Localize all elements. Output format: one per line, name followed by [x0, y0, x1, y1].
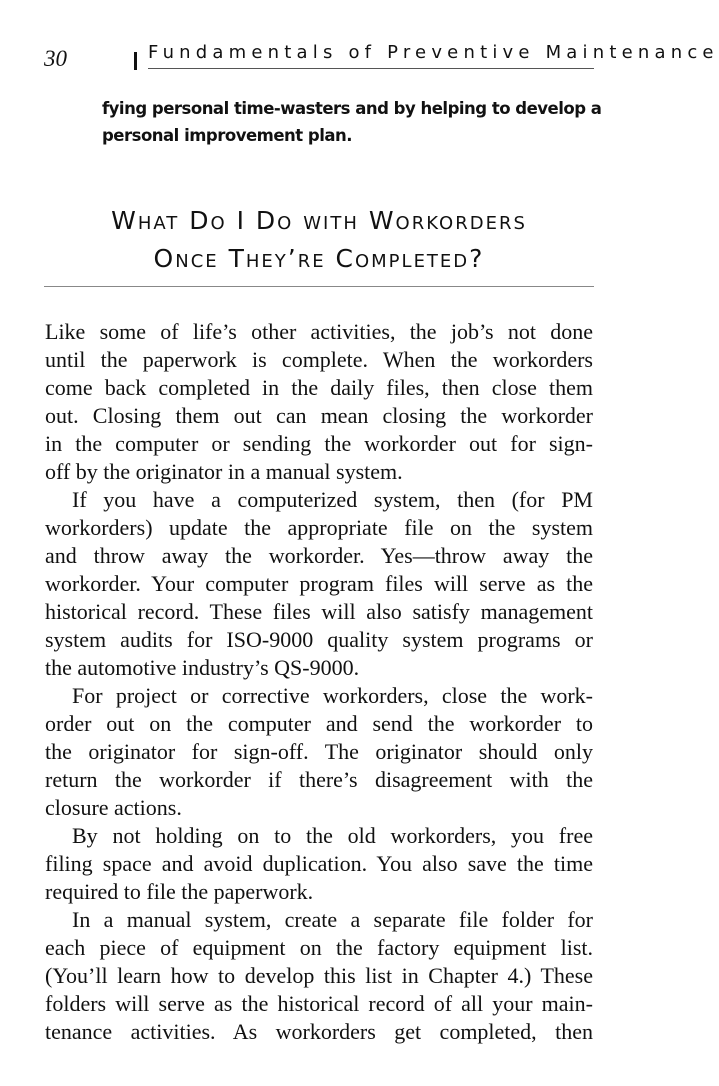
text-line: required to file the paperwork. [45, 879, 314, 904]
text-line: In a manual system, create a separate file folder for [72, 907, 593, 932]
section-heading-line: Once They’re Completed? [153, 244, 485, 273]
text-line: the originator for sign-off. The originator should only [45, 739, 593, 764]
text-line: (You’ll learn how to develop this list in Chapter 4.) These [45, 963, 593, 988]
text-line: For project or corrective workorders, close the work- [72, 683, 593, 708]
text-line: order out on the computer and send the workorder to [45, 711, 593, 736]
text-line: workorders) update the appropriate file on the system [45, 515, 593, 540]
paragraph [45, 906, 593, 1046]
paragraph [45, 822, 593, 906]
text-line: If you have a computerized system, then (for PM [72, 487, 593, 512]
text-line: closure actions. [45, 795, 182, 820]
paragraph [45, 486, 593, 682]
text-line: filing space and avoid duplication. You also save the time [45, 851, 593, 876]
text-line: tenance activities. As workorders get completed, then [45, 1019, 593, 1044]
text-line: off by the originator in a manual system. [45, 459, 403, 484]
text-line: and throw away the workorder. Yes—throw away the [45, 543, 593, 568]
text-line: out. Closing them out can mean closing the workorder [45, 403, 593, 428]
text-line: come back completed in the daily files, then close them [45, 375, 593, 400]
paragraph [45, 682, 593, 822]
paragraph [45, 318, 593, 486]
section-heading [44, 202, 594, 278]
body-text [45, 318, 593, 1046]
page-number: 30 [44, 46, 67, 71]
text-line: return the workorder if there’s disagreement with the [45, 767, 593, 792]
running-head-title: Fundamentals of Preventive Maintenance [148, 42, 719, 63]
text-line: workorder. Your computer program files will serve as the [45, 571, 593, 596]
section-heading-line: What Do I Do with Workorders [111, 206, 527, 235]
text-line: in the computer or sending the workorder out for sign- [45, 431, 593, 456]
text-line: system audits for ISO-9000 quality system programs or [45, 627, 593, 652]
text-line: folders will serve as the historical record of all your main- [45, 991, 593, 1016]
text-line: By not holding on to the old workorders, you free [72, 823, 593, 848]
text-line: Like some of life’s other activities, the job’s not done [45, 319, 593, 344]
carryover-line: fying personal time-wasters and by helping to develop a [102, 99, 602, 118]
running-head-bar [134, 52, 137, 70]
carryover-text [102, 95, 602, 149]
text-line: historical record. These files will also satisfy management [45, 599, 593, 624]
running-head-rule [148, 68, 594, 69]
text-line: until the paperwork is complete. When the workorders [45, 347, 593, 372]
heading-rule [44, 286, 594, 287]
text-line: the automotive industry’s QS-9000. [45, 655, 360, 680]
running-head [44, 40, 719, 72]
text-line: each piece of equipment on the factory equipment list. [45, 935, 593, 960]
carryover-line: personal improvement plan. [102, 126, 353, 145]
